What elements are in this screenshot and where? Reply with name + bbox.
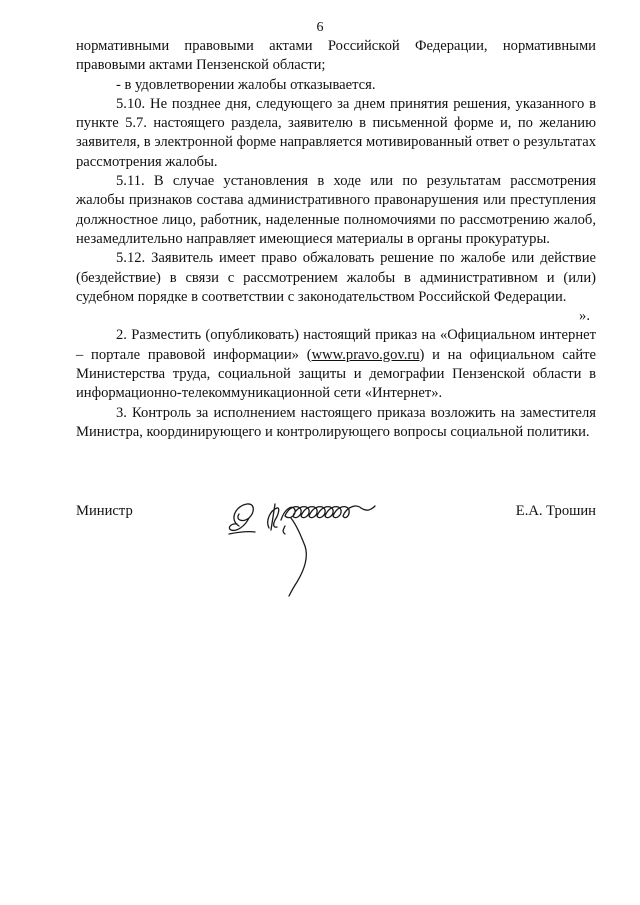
paragraph-item-3: 3. Контроль за исполнением настоящего приказа возложить на заместителя Министра, координирующего и контролирующего вопросы социальной политики. (76, 404, 596, 440)
signer-name: Е.А. Трошин (515, 503, 596, 519)
paragraph-5-12: 5.12. Заявитель имеет право обжаловать решение по жалобе или действие (бездействие) в связи с рассмотрением жалобы в административном и (или) судебном порядке в соответствии с законодательством Российской Федерации. (76, 250, 596, 305)
pravo-gov-link[interactable]: www.pravo.gov.ru (311, 346, 420, 363)
page-number: 6 (316, 20, 324, 35)
paragraph-item-2 (76, 326, 596, 403)
paragraph-5-10: 5.10. Не позднее дня, следующего за днем принятия решения, указанного в пункте 5.7. настоящего раздела, заявителю в письменной форме и, по желанию заявителя, в электронной форме направляется мотивированный ответ о результатах рассмотрения жалобы. (76, 95, 597, 170)
paragraph-5-11: 5.11. В случае установления в ходе или по результатам рассмотрения жалобы признаков состава административного правонарушения или преступления должностное лицо, работник, наделенные полномочиями по рассмотрению жалоб, незамедлительно направляет имеющиеся материалы в органы прокуратуры. (76, 173, 596, 247)
item-2-text-before-link: 2. Разместить (опубликовать) настоящий приказ на «Официальном интернет – портале правовой информации» ( (76, 327, 596, 363)
document-body (76, 37, 596, 442)
closing-quote: ». (579, 308, 590, 325)
handwritten-signature (225, 490, 395, 600)
signer-title: Министр (76, 503, 133, 519)
paragraph-continuation: нормативными правовыми актами Российской Федерации, нормативными правовыми актами Пензенской области; (76, 38, 596, 74)
item-2-text-after-link: ) и на официальном сайте Министерства труда, социальной защиты и демографии Пензенской области в информационно-телекоммуникационной сети «Интернет». (76, 346, 596, 402)
paragraph-refusal: - в удовлетворении жалобы отказывается. (116, 76, 376, 93)
